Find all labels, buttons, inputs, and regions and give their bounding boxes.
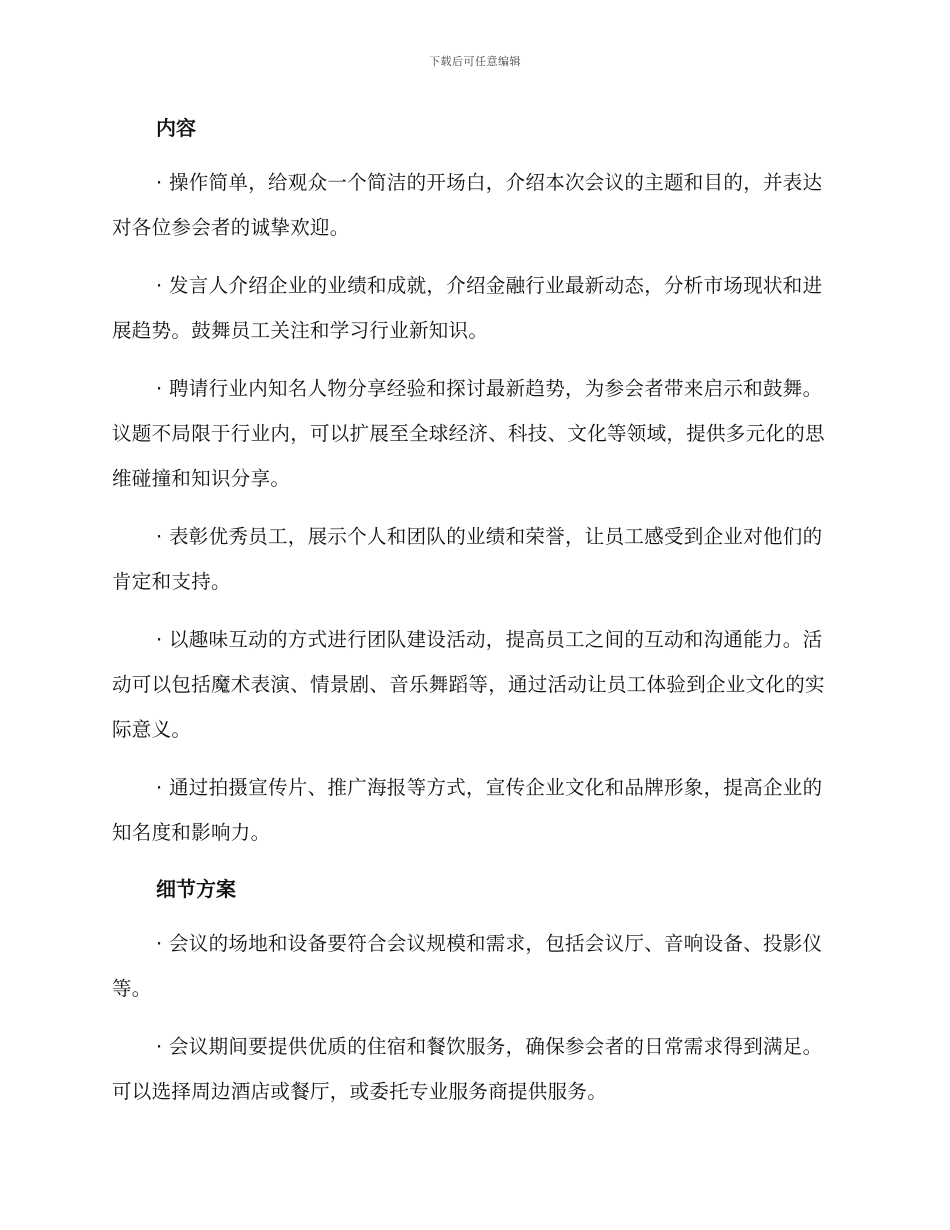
content-paragraph: · 表彰优秀员工，展示个人和团队的业绩和荣誉，让员工感受到企业对他们的肯定和支持。 [112, 525, 823, 593]
content-paragraph: · 以趣味互动的方式进行团队建设活动，提高员工之间的互动和沟通能力。活动可以包括魔术表演、情景剧、音乐舞蹈等，通过活动让员工体验到企业文化的实际意义。 [112, 628, 825, 741]
content-paragraph: · 操作简单，给观众一个简洁的开场白，介绍本次会议的主题和目的，并表达对各位参会者的诚挚欢迎。 [112, 171, 823, 239]
section-heading-content: 内容 [156, 116, 196, 140]
section-heading-details: 细节方案 [156, 877, 236, 901]
header-note: 下载后可任意编辑 [429, 55, 521, 68]
details-paragraph: · 会议的场地和设备要符合会议规模和需求，包括会议厅、音响设备、投影仪等。 [112, 932, 823, 1000]
content-paragraph: · 发言人介绍企业的业绩和成就，介绍金融行业最新动态，分析市场现状和进展趋势。鼓舞员工关注和学习行业新知识。 [112, 274, 823, 342]
document-body [112, 110, 834, 1127]
details-paragraph: · 会议期间要提供优质的住宿和餐饮服务，确保参会者的日常需求得到满足。可以选择周边酒店或餐厅，或委托专业服务商提供服务。 [112, 1035, 823, 1103]
content-paragraph: · 聘请行业内知名人物分享经验和探讨最新趋势，为参会者带来启示和鼓舞。议题不局限于行业内，可以扩展至全球经济、科技、文化等领域，提供多元化的思维碰撞和知识分享。 [112, 377, 825, 490]
content-paragraph: · 通过拍摄宣传片、推广海报等方式，宣传企业文化和品牌形象，提高企业的知名度和影响力。 [112, 776, 823, 844]
